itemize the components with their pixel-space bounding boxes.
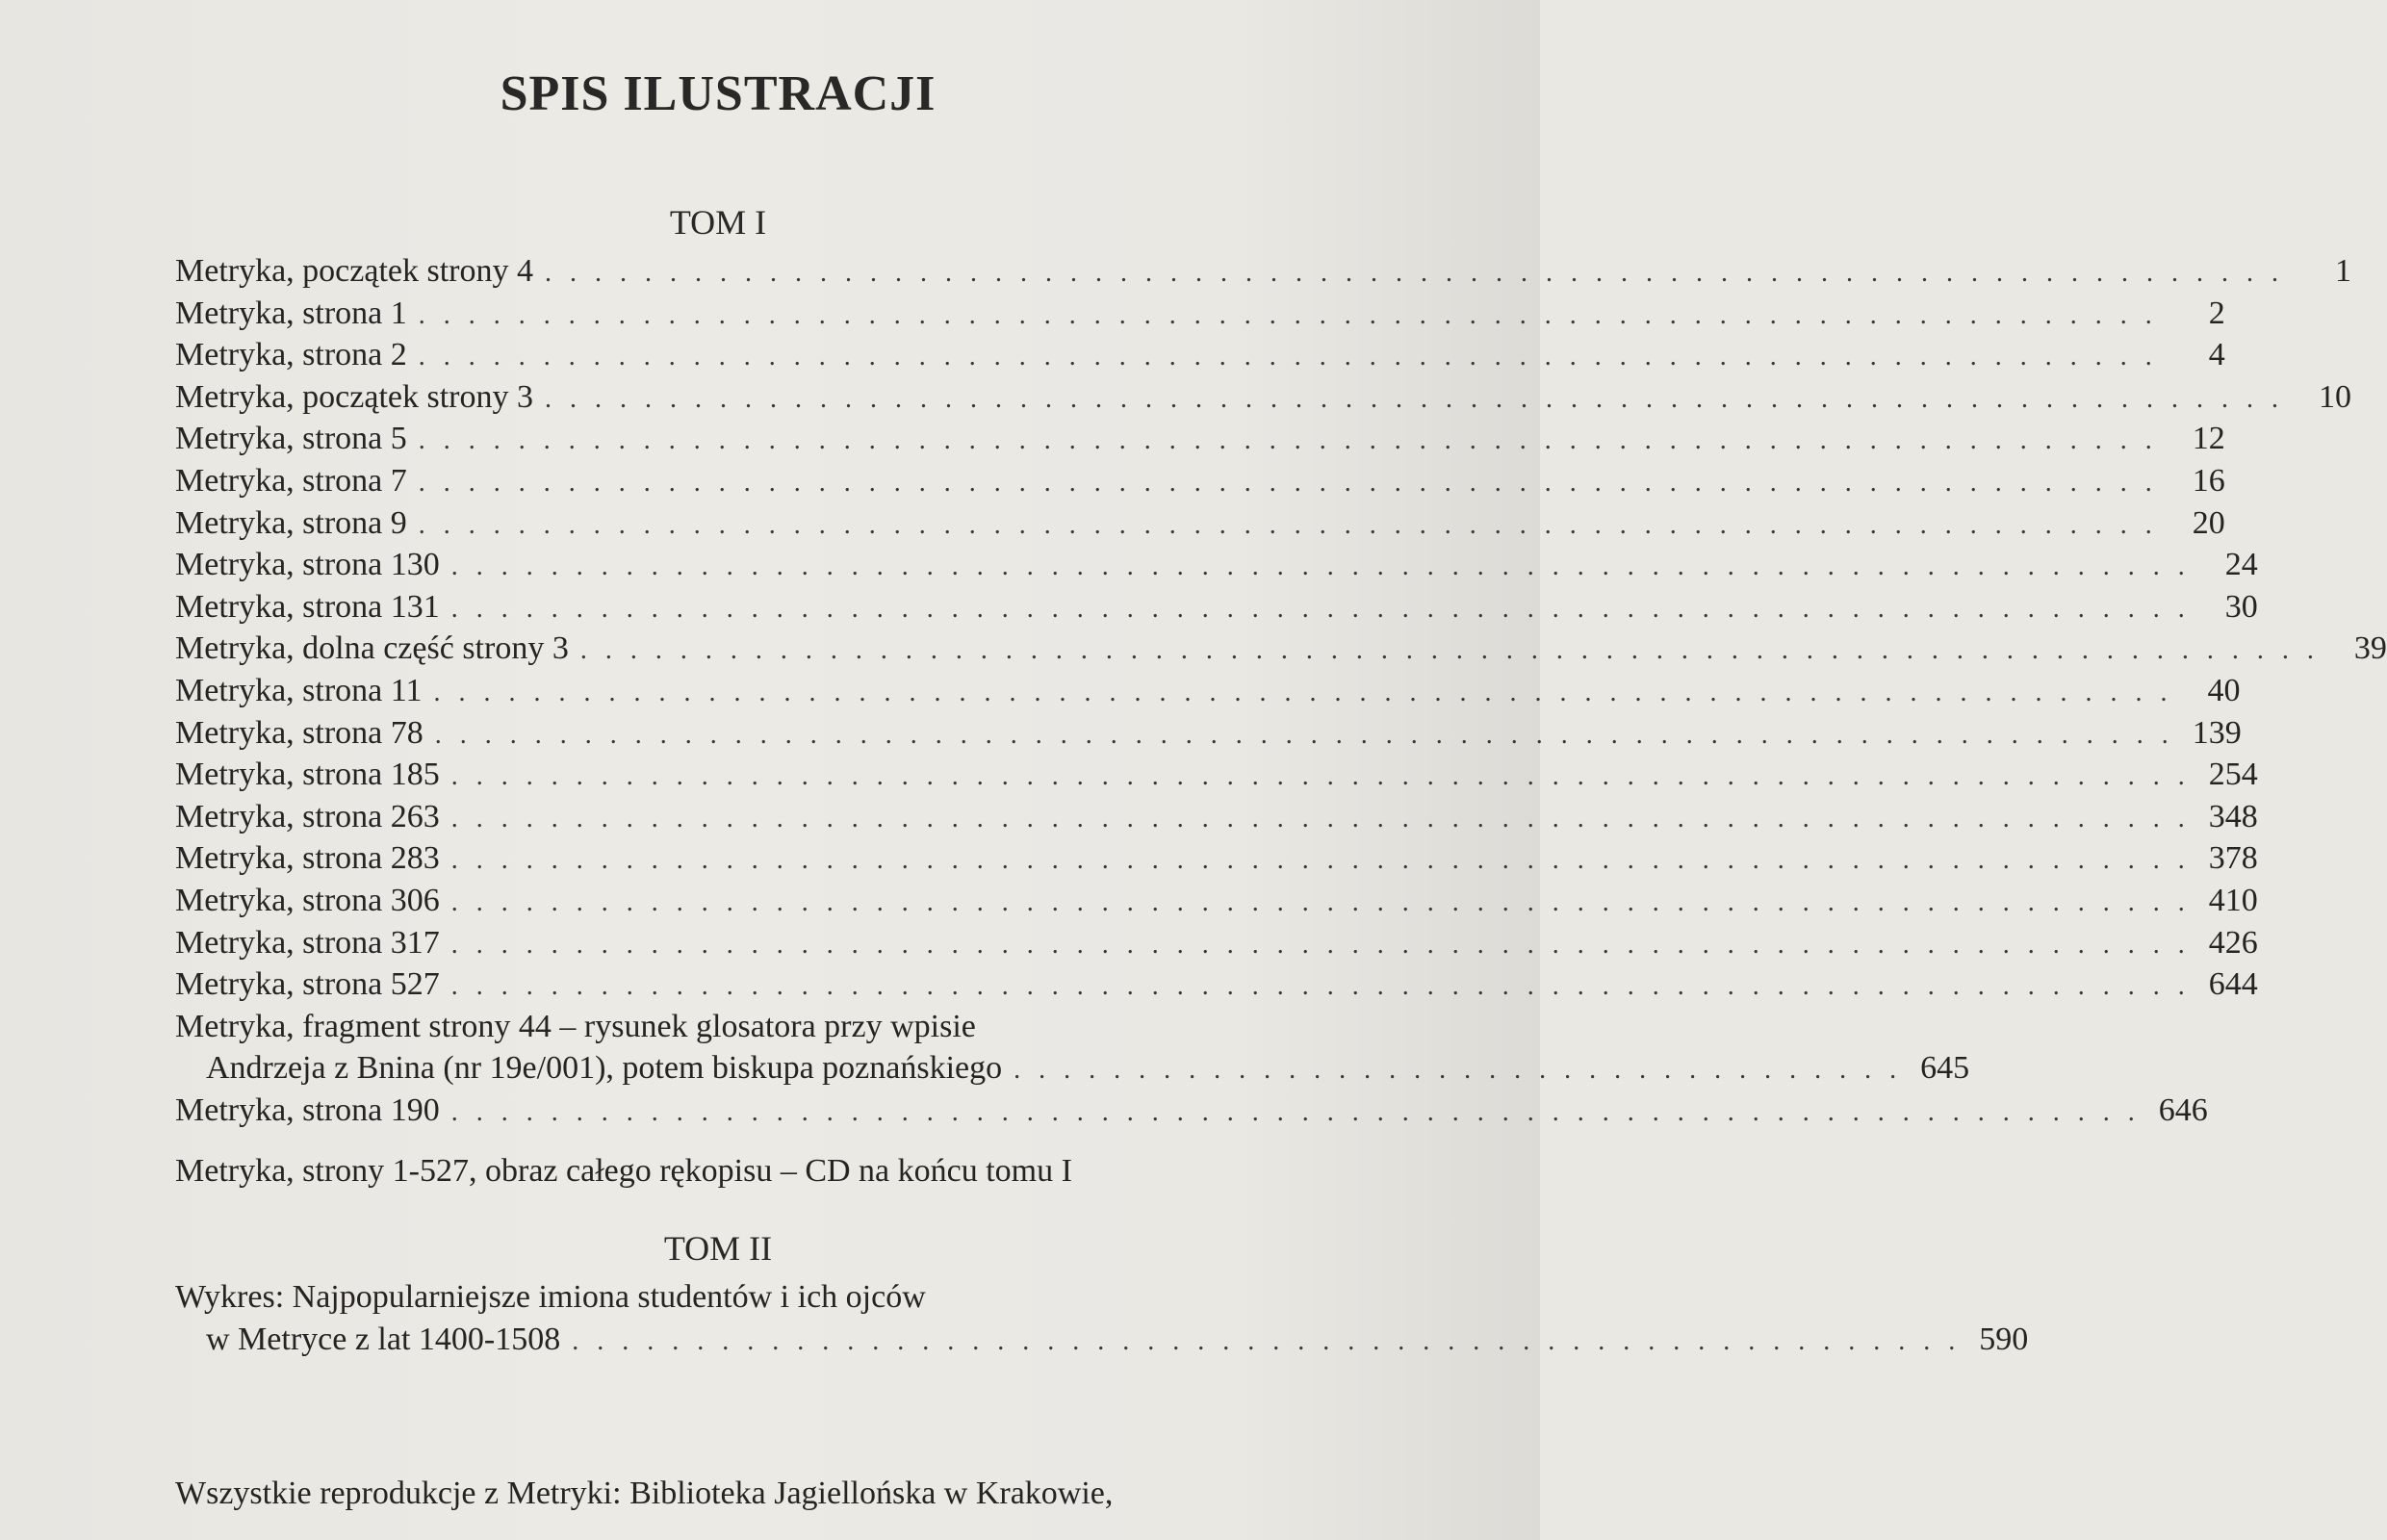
toc-entry-label: Metryka, strona 263	[175, 798, 440, 834]
toc-entry-page: 40	[2207, 672, 2241, 708]
toc-entry	[175, 922, 2258, 964]
leader-dots: . . . . . . . . . . . . . . . . . . . . . . . . . . . . . . . . . . . . . . . . . . . . . . . . . . . . . . . . . . . . . . . . . . . .	[450, 1096, 2141, 1127]
toc-entry	[175, 1090, 2208, 1132]
toc-entry	[175, 837, 2258, 880]
toc-entry-label: Metryka, dolna część strony 3	[175, 630, 569, 667]
toc-entry-page: 16	[2192, 462, 2225, 499]
toc-entry	[175, 544, 2258, 586]
toc-entry	[175, 712, 2242, 755]
toc-entry-label: Metryka, strona 185	[175, 757, 440, 793]
toc-entry	[175, 418, 2225, 460]
leader-dots: . . . . . . . . . . . . . . . . . . . . . . . . . . . . . . . . . . . . . . . . . . . . . . . . . . . . . . . .	[572, 1325, 1962, 1356]
toc-entry-label: Metryka, strona 131	[175, 588, 440, 625]
toc-entry-label: Metryka, strona 527	[175, 966, 440, 1003]
leader-dots: . . . . . . . . . . . . . . . . . . . . . . . . . . . . . . . . . . . . . . . . . . . . . . . . . . . . . . . . . . . . . . . . . . . . . .	[450, 845, 2191, 876]
toc-entry	[175, 586, 2258, 629]
toc-entry-label-line1: Wykres: Najpopularniejsze imiona studentów i ich ojców	[175, 1279, 926, 1315]
toc-entry	[175, 376, 2351, 419]
toc-entry-page: 1	[2335, 253, 2351, 289]
toc-entry-page: 10	[2319, 378, 2351, 415]
toc-entry-page: 254	[2208, 757, 2258, 793]
page-title: SPIS ILUSTRACJI	[500, 66, 937, 121]
toc-entry-page: 39	[2353, 630, 2387, 667]
toc-entry-label: Metryka, strona 5	[175, 421, 407, 457]
volume-2-list	[175, 1276, 2029, 1360]
toc-entry-label: Metryka, strona 190	[175, 1091, 440, 1128]
toc-entry	[175, 502, 2225, 545]
leader-dots: . . . . . . . . . . . . . . . . . . . . . . . . . . . . . . . . . . . . . . . . . . . . . . . . . . . . . . . . . . . . . . . . . . . . . .	[579, 635, 2320, 666]
leader-dots: . . . . . . . . . . . . . . . . . . . . . . . . . . . . . . . . . . . . . . . . . . . . . . . . . . . . . . . . . . . . . . . . . . . . . .	[545, 383, 2284, 414]
volume-1-heading: TOM I	[669, 203, 767, 242]
toc-entry-label: Metryka, strona 1	[175, 295, 407, 331]
leader-dots: . . . . . . . . . . . . . . . . . . . . . . . . . . . . . . . . . . . . . . . . . . . . . . . . . . . . . . . . . . . . . . . . . . . . . .	[418, 299, 2158, 330]
toc-entry-page: 4	[2208, 337, 2225, 373]
toc-entry-label: Metryka, strona 9	[175, 504, 407, 541]
toc-entry-label: Metryka, strona 2	[175, 337, 407, 373]
toc-entry-label: Metryka, początek strony 4	[175, 253, 533, 289]
leader-dots: . . . . . . . . . . . . . . . . . . . . . . . . . . . . . . . . . . . . . . . . . . . . . . . . . . . . . . . . . . . . . . . . . . . . . .	[450, 803, 2191, 834]
toc-entry-page: 30	[2224, 588, 2258, 625]
toc-entry	[175, 754, 2258, 796]
leader-dots: . . . . . . . . . . . . . . . . . . . . . . . . . . . . . . . . . . . . . . . . . . . . . . . . . . . . . . . . . . . . . . . . . . . . . .	[434, 719, 2174, 750]
leader-dots: . . . . . . . . . . . . . . . . . . . . . . . . . . . . . . . . . . . . . . . . . . . . . . . . . . . . . . . . . . . . . . . . . . . . . .	[418, 342, 2158, 372]
toc-entry	[175, 334, 2225, 376]
toc-entry-page: 426	[2208, 924, 2258, 961]
toc-entry-page: 12	[2192, 421, 2225, 457]
toc-entry	[175, 670, 2241, 712]
toc-entry-page: 378	[2208, 840, 2258, 877]
leader-dots: . . . . . . . . . . . . . . . . . . . . . . . . . . . . . . . . . . . . . . . . . . . . . . . . . . . . . . . . . . . . . . . . . . . . . .	[433, 677, 2173, 707]
toc-entry	[175, 796, 2258, 838]
toc-entry-label: Metryka, strona 306	[175, 882, 440, 918]
leader-dots: . . . . . . . . . . . . . . . . . . . . . . . . . . . . . . . . . . . . . . . . . . . . . . . . . . . . . . . . . . . . . . . . . . . . . .	[545, 258, 2284, 288]
toc-entry-label: Metryka, strona 130	[175, 547, 440, 583]
leader-dots: . . . . . . . . . . . . . . . . . . . . . . . . . . . . . . . . . . . . . . . . . . . . . . . . . . . . . . . . . . . . . . . . . . . . . .	[450, 552, 2191, 582]
toc-entry-label-line2: w Metryce z lat 1400-1508	[206, 1321, 561, 1357]
toc-entry-page: 646	[2158, 1091, 2208, 1128]
toc-entry-page: 139	[2192, 714, 2242, 751]
toc-entry	[175, 293, 2225, 335]
toc-entry-label: Metryka, strona 78	[175, 714, 424, 751]
toc-entry-multiline-cont	[175, 1319, 2029, 1361]
toc-entry-multiline	[175, 1006, 1272, 1048]
leader-dots: . . . . . . . . . . . . . . . . . . . . . . . . . . . . . . . . . . . . . . . . . . . . . . . . . . . . . . . . . . . . . . . . . . . . . .	[418, 425, 2158, 456]
leader-dots: . . . . . . . . . . . . . . . . . . . . . . . . . . . . . . . . . . . .	[1014, 1055, 1903, 1086]
toc-entry	[175, 963, 2258, 1006]
toc-entry-page: 20	[2192, 504, 2225, 541]
toc-entry-multiline	[175, 1276, 1272, 1319]
toc-entry-multiline-cont	[175, 1047, 1970, 1090]
leader-dots: . . . . . . . . . . . . . . . . . . . . . . . . . . . . . . . . . . . . . . . . . . . . . . . . . . . . . . . . . . . . . . . . . . . . . .	[418, 467, 2158, 498]
leader-dots: . . . . . . . . . . . . . . . . . . . . . . . . . . . . . . . . . . . . . . . . . . . . . . . . . . . . . . . . . . . . . . . . . . . . . .	[450, 761, 2191, 792]
leader-dots: . . . . . . . . . . . . . . . . . . . . . . . . . . . . . . . . . . . . . . . . . . . . . . . . . . . . . . . . . . . . . . . . . . . . . .	[450, 971, 2191, 1002]
toc-entry-page: 644	[2208, 966, 2258, 1003]
toc-entry-label-line2: Andrzeja z Bnina (nr 19e/001), potem biskupa poznańskiego	[206, 1050, 1003, 1087]
toc-entry-label: Metryka, strona 283	[175, 840, 440, 877]
cd-note: Metryka, strony 1-527, obraz całego rękopisu – CD na końcu tomu I	[175, 1153, 1072, 1190]
toc-entry	[175, 460, 2225, 502]
toc-entry	[175, 250, 2351, 293]
toc-entry-label: Metryka, strona 317	[175, 924, 440, 961]
toc-entry-label: Metryka, początek strony 3	[175, 378, 533, 415]
toc-entry-page: 410	[2208, 882, 2258, 918]
leader-dots: . . . . . . . . . . . . . . . . . . . . . . . . . . . . . . . . . . . . . . . . . . . . . . . . . . . . . . . . . . . . . . . . . . . . . .	[418, 509, 2158, 540]
leader-dots: . . . . . . . . . . . . . . . . . . . . . . . . . . . . . . . . . . . . . . . . . . . . . . . . . . . . . . . . . . . . . . . . . . . . . .	[450, 593, 2191, 624]
toc-entry-label: Metryka, strona 7	[175, 462, 407, 499]
toc-entry	[175, 628, 2387, 670]
toc-entry-page: 348	[2208, 798, 2258, 834]
toc-entry-page: 645	[1920, 1050, 1970, 1087]
toc-entry-page: 2	[2208, 295, 2225, 331]
volume-2-heading: TOM II	[663, 1229, 773, 1268]
volume-1-list	[175, 250, 2387, 1193]
toc-entry-page: 24	[2224, 547, 2258, 583]
reproduction-credit: Wszystkie reprodukcje z Metryki: Biblioteka Jagiellońska w Krakowie,	[175, 1476, 1114, 1511]
toc-entry	[175, 880, 2258, 922]
toc-entry-page: 590	[1979, 1321, 2029, 1357]
leader-dots: . . . . . . . . . . . . . . . . . . . . . . . . . . . . . . . . . . . . . . . . . . . . . . . . . . . . . . . . . . . . . . . . . . . . . .	[450, 929, 2191, 960]
toc-entry-label-line1: Metryka, fragment strony 44 – rysunek glosatora przy wpisie	[175, 1008, 976, 1044]
leader-dots: . . . . . . . . . . . . . . . . . . . . . . . . . . . . . . . . . . . . . . . . . . . . . . . . . . . . . . . . . . . . . . . . . . . . . .	[450, 886, 2191, 917]
toc-entry-label: Metryka, strona 11	[175, 672, 423, 708]
